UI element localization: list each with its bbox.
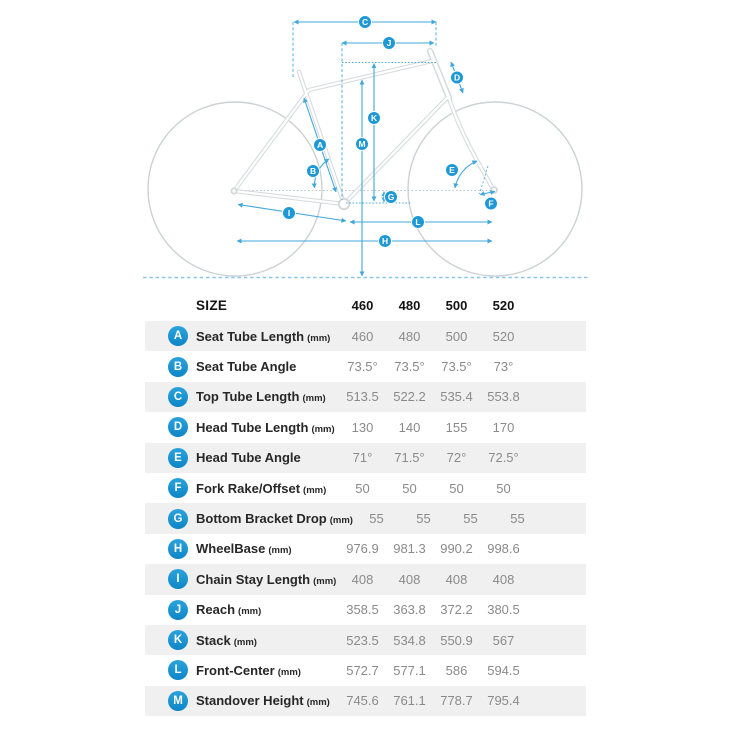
row-value: 520 xyxy=(492,328,515,344)
size-column-520: 520 xyxy=(492,298,515,313)
marker-D xyxy=(451,71,464,84)
row-letter-badge: M xyxy=(168,691,188,711)
marker-K xyxy=(368,112,381,125)
bottom-bracket xyxy=(339,199,349,209)
row-unit: (mm) xyxy=(277,666,301,678)
row-value: 50 xyxy=(402,480,417,496)
row-value: 363.8 xyxy=(393,602,426,618)
row-value: 155 xyxy=(445,419,468,435)
row-value: 513.5 xyxy=(346,389,379,405)
row-value: 408 xyxy=(445,571,468,587)
table-row xyxy=(145,625,586,655)
row-value: 577.1 xyxy=(393,662,426,678)
row-value: 71° xyxy=(352,450,373,466)
row-value: 50 xyxy=(355,480,370,496)
row-value: 72.5° xyxy=(488,450,519,466)
row-unit: (mm) xyxy=(307,332,331,344)
svg-text:G: G xyxy=(387,191,395,202)
marker-H xyxy=(379,235,392,248)
svg-text:M: M xyxy=(358,138,366,149)
row-value: 130 xyxy=(351,419,374,435)
marker-E xyxy=(446,164,459,177)
row-label: Top Tube Length (mm) xyxy=(196,389,326,405)
marker-L xyxy=(412,216,425,229)
row-value: 73.5° xyxy=(441,359,472,375)
row-value: 534.8 xyxy=(393,632,426,648)
row-label: Front-Center (mm) xyxy=(196,662,301,678)
row-value: 55 xyxy=(510,511,525,527)
table-row xyxy=(145,686,586,716)
row-value: 71.5° xyxy=(394,450,425,466)
marker-J xyxy=(383,37,396,50)
marker-G xyxy=(385,191,398,204)
row-value: 523.5 xyxy=(346,632,379,648)
row-value: 480 xyxy=(398,328,421,344)
row-label: Head Tube Angle xyxy=(196,450,301,466)
table-row xyxy=(145,503,586,533)
table-row xyxy=(145,412,586,442)
row-unit: (mm) xyxy=(238,606,262,618)
svg-text:B: B xyxy=(309,165,317,176)
marker-C xyxy=(359,16,372,29)
marker-A xyxy=(314,139,327,152)
row-value: 358.5 xyxy=(346,602,379,618)
size-header-label: SIZE xyxy=(196,298,228,313)
row-letter-badge: J xyxy=(168,600,188,620)
row-letter-badge: F xyxy=(168,478,188,498)
svg-text:E: E xyxy=(449,164,455,175)
row-letter-badge: E xyxy=(168,448,188,468)
row-value: 998.6 xyxy=(487,541,520,557)
row-unit: (mm) xyxy=(313,575,337,587)
svg-text:H: H xyxy=(381,235,389,246)
svg-text:K: K xyxy=(370,112,378,123)
row-value: 408 xyxy=(398,571,421,587)
size-column-480: 480 xyxy=(398,298,421,313)
row-value: 981.3 xyxy=(393,541,426,557)
row-value: 567 xyxy=(492,632,515,648)
row-unit: (mm) xyxy=(329,515,353,527)
row-letter-badge: A xyxy=(168,326,188,346)
row-value: 976.9 xyxy=(346,541,379,557)
row-value: 140 xyxy=(398,419,421,435)
row-unit: (mm) xyxy=(268,545,292,557)
svg-text:L: L xyxy=(415,216,421,227)
row-letter-badge: G xyxy=(168,509,188,529)
table-row xyxy=(145,321,586,351)
row-unit: (mm) xyxy=(303,484,327,496)
table-row xyxy=(145,382,586,412)
table-row xyxy=(145,534,586,564)
table-header-row xyxy=(145,290,586,321)
row-value: 73° xyxy=(493,359,514,375)
row-value: 55 xyxy=(369,511,384,527)
row-letter-badge: L xyxy=(168,660,188,680)
row-value: 380.5 xyxy=(487,602,520,618)
row-label: Fork Rake/Offset (mm) xyxy=(196,480,327,496)
svg-text:C: C xyxy=(361,16,369,27)
row-label: WheelBase (mm) xyxy=(196,541,292,557)
row-letter-badge: K xyxy=(168,630,188,650)
table-row xyxy=(145,564,586,594)
row-value: 500 xyxy=(445,328,468,344)
table-row xyxy=(145,655,586,685)
row-value: 745.6 xyxy=(346,693,379,709)
row-letter-badge: I xyxy=(168,569,188,589)
row-value: 594.5 xyxy=(487,662,520,678)
marker-F xyxy=(485,197,498,210)
svg-text:J: J xyxy=(386,37,392,48)
row-value: 72° xyxy=(446,450,467,466)
row-value: 50 xyxy=(449,480,464,496)
row-letter-badge: H xyxy=(168,539,188,559)
size-column-500: 500 xyxy=(445,298,468,313)
table-row xyxy=(145,595,586,625)
row-unit: (mm) xyxy=(306,697,330,709)
row-value: 586 xyxy=(445,662,468,678)
row-value: 170 xyxy=(492,419,515,435)
row-value: 535.4 xyxy=(440,389,473,405)
row-value: 55 xyxy=(463,511,478,527)
row-label: Head Tube Length (mm) xyxy=(196,419,335,435)
row-label: Seat Tube Length (mm) xyxy=(196,328,331,344)
row-value: 522.2 xyxy=(393,389,426,405)
table-row xyxy=(145,443,586,473)
row-value: 55 xyxy=(416,511,431,527)
svg-text:F: F xyxy=(488,198,494,209)
row-letter-badge: C xyxy=(168,387,188,407)
row-label: Chain Stay Length (mm) xyxy=(196,571,337,587)
row-value: 408 xyxy=(492,571,515,587)
row-value: 778.7 xyxy=(440,693,473,709)
bike-geometry-diagram xyxy=(0,0,730,290)
row-value: 50 xyxy=(496,480,511,496)
row-value: 372.2 xyxy=(440,602,473,618)
rear-axle xyxy=(231,188,236,193)
row-value: 460 xyxy=(351,328,374,344)
row-value: 73.5° xyxy=(394,359,425,375)
row-value: 761.1 xyxy=(393,693,426,709)
row-label: Bottom Bracket Drop (mm) xyxy=(196,511,353,527)
row-letter-badge: B xyxy=(168,357,188,377)
svg-text:A: A xyxy=(316,139,324,150)
marker-B xyxy=(307,165,320,178)
row-label: Stack (mm) xyxy=(196,632,257,648)
row-label: Reach (mm) xyxy=(196,602,262,618)
row-value: 572.7 xyxy=(346,662,379,678)
row-value: 795.4 xyxy=(487,693,520,709)
row-label: Standover Height (mm) xyxy=(196,693,330,709)
row-letter-badge: D xyxy=(168,417,188,437)
marker-M xyxy=(356,138,369,151)
row-value: 550.9 xyxy=(440,632,473,648)
table-row xyxy=(145,351,586,381)
row-unit: (mm) xyxy=(233,636,257,648)
row-label: Seat Tube Angle xyxy=(196,359,297,375)
row-unit: (mm) xyxy=(302,393,326,405)
geometry-table xyxy=(145,290,586,716)
row-value: 553.8 xyxy=(487,389,520,405)
row-value: 408 xyxy=(351,571,374,587)
geometry-table-rows xyxy=(145,321,586,716)
row-value: 73.5° xyxy=(347,359,378,375)
svg-text:I: I xyxy=(287,207,291,218)
row-value: 990.2 xyxy=(440,541,473,557)
row-unit: (mm) xyxy=(311,423,335,435)
table-row xyxy=(145,473,586,503)
svg-text:D: D xyxy=(453,72,461,83)
size-column-460: 460 xyxy=(351,298,374,313)
marker-I xyxy=(283,207,296,220)
